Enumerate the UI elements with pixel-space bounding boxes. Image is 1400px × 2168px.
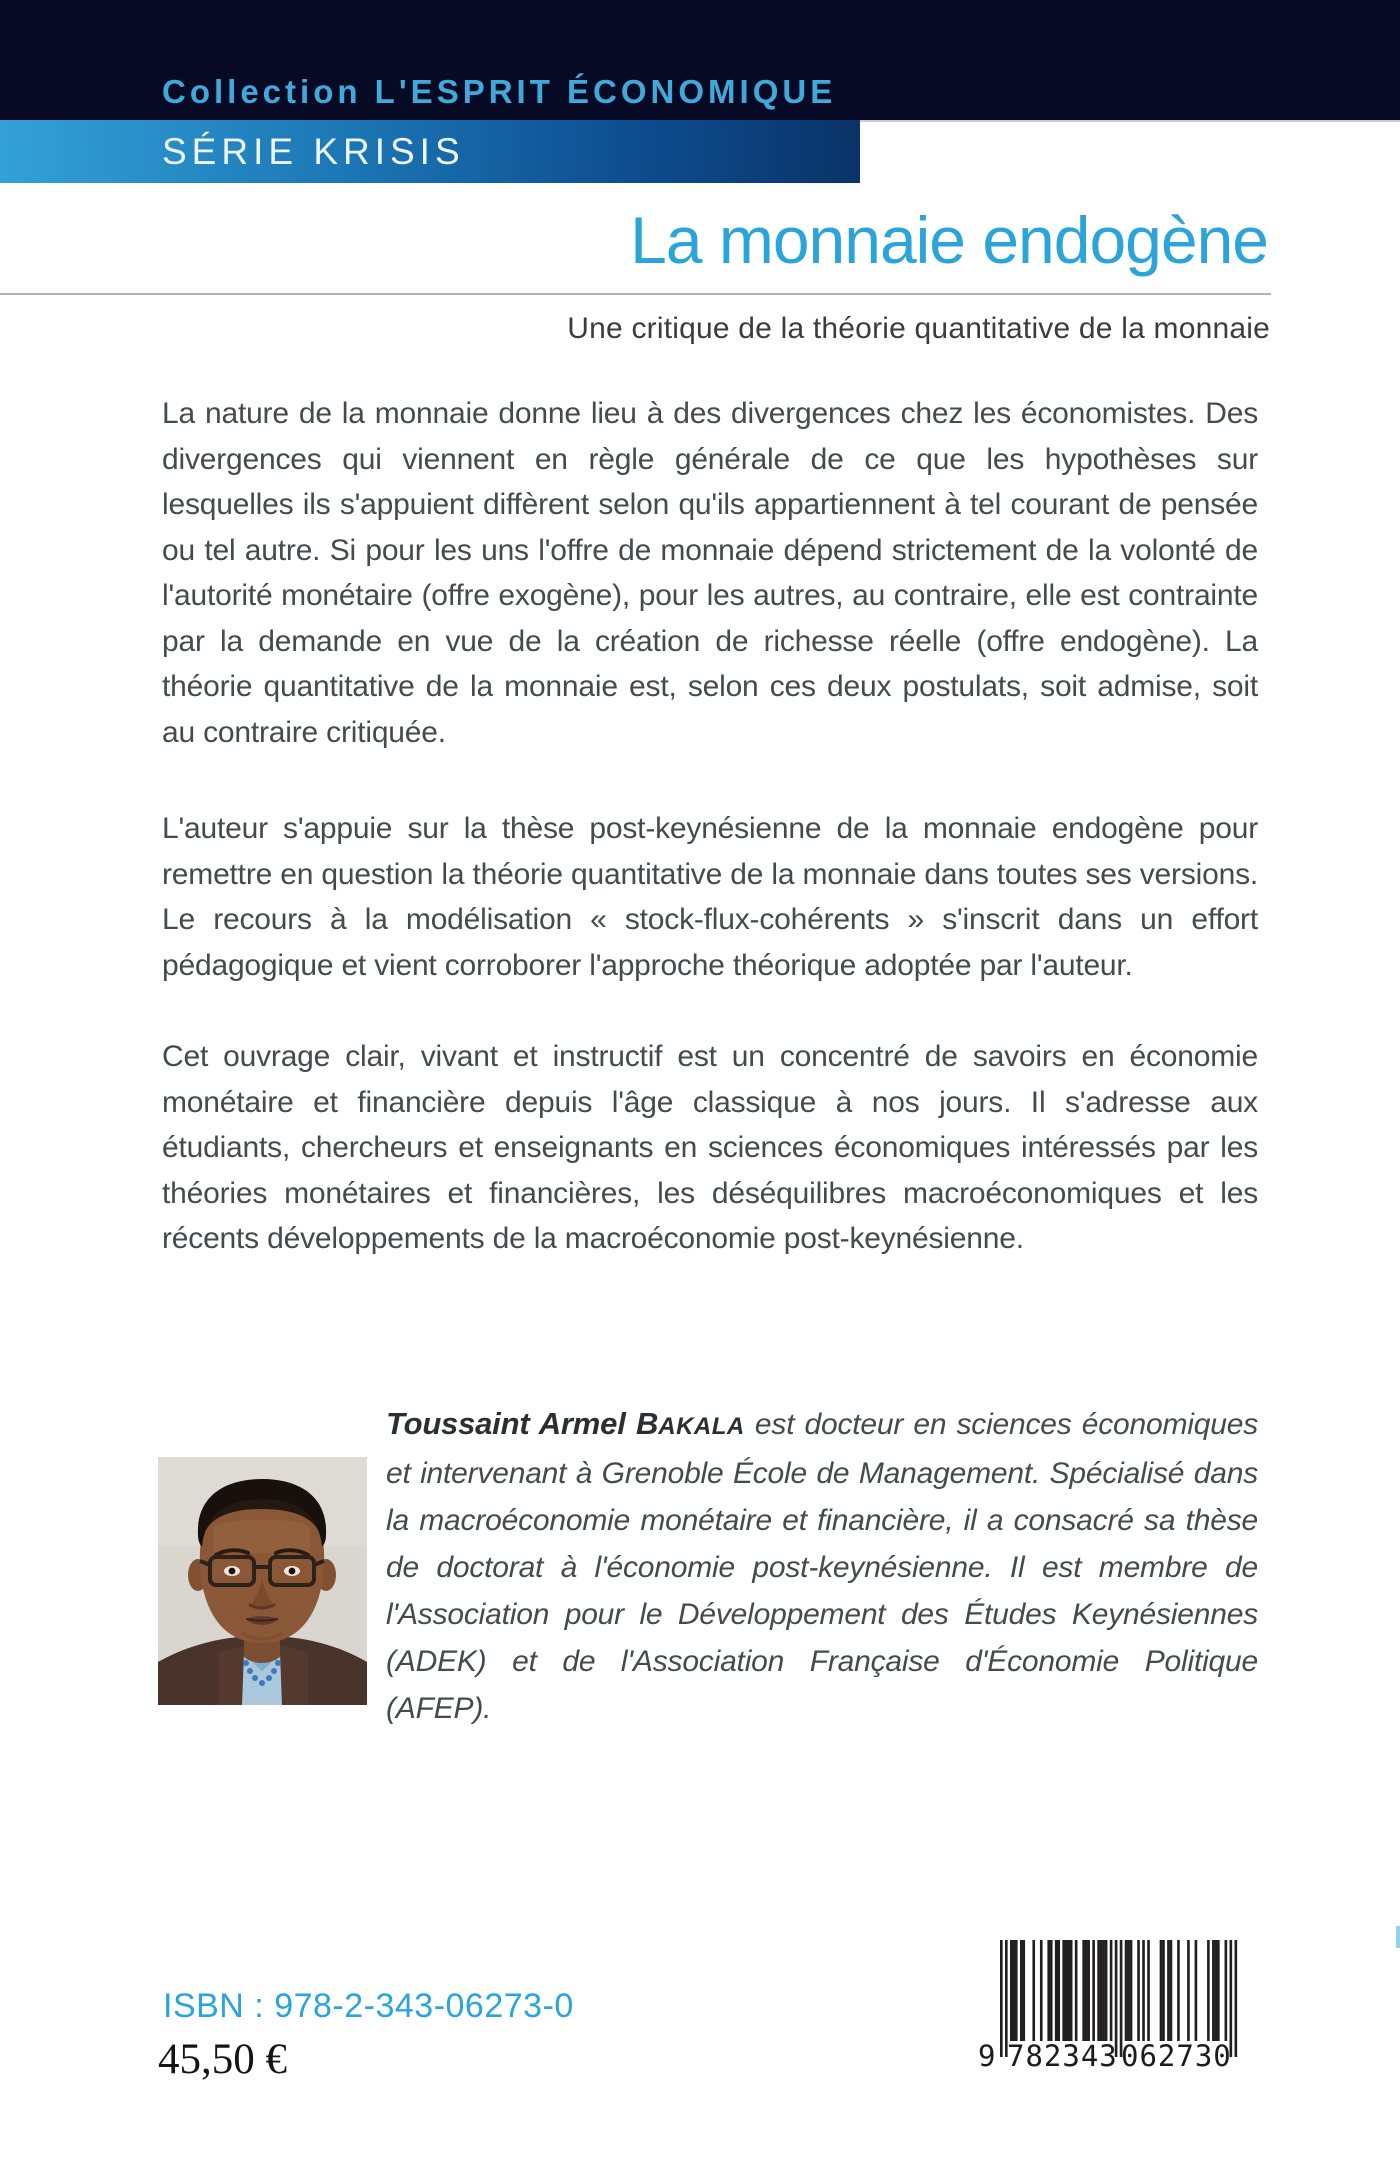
book-subtitle: Une critique de la théorie quantitative de la monnaie: [567, 312, 1270, 345]
title-rule: [0, 293, 1271, 295]
price-text: 45,50 €: [158, 2036, 287, 2083]
author-bio-text: est docteur en sciences économiques et intervenant à Grenoble École de Management. Spécialisé dans la macroéconomie monétaire et financière, il a consacré sa thèse de doctorat à l'économie post-keynésienne. Il est membre de l'Association pour le Développement des Études Keynésiennes (ADEK) et de l'Association Française d'Économie Politique (AFEP).: [386, 1408, 1258, 1725]
author-portrait-illustration: [158, 1457, 367, 1705]
author-name-smallcaps: AKALA: [658, 1413, 745, 1440]
author-name: Toussaint Armel B: [386, 1406, 659, 1441]
top-band: [0, 0, 1400, 120]
collection-label: Collection L'ESPRIT ÉCONOMIQUE: [162, 73, 837, 110]
synopsis-paragraph-1: La nature de la monnaie donne lieu à des divergences chez les économistes. Des divergences qui viennent en règle générale de ce que les hypothèses sur lesquelles ils s'appuient diffèrent selon qu'ils appartiennent à tel courant de pensée ou tel autre. Si pour les uns l'offre de monnaie dépend strictement de la volonté de l'autorité monétaire (offre exogène), pour les autres, au contraire, elle est contrainte par la demande en vue de la création de richesse réelle (offre endogène). La théorie quantitative de la monnaie est, selon ces deux postulats, soit admise, soit au contraire critiquée.: [162, 397, 1258, 749]
author-photo: [158, 1457, 367, 1705]
synopsis-paragraph-3: Cet ouvrage clair, vivant et instructif est un concentré de savoirs en économie monétaire et financière depuis l'âge classique à nos jours. Il s'adresse aux étudiants, chercheurs et enseignants en sciences économiques intéressés par les théories monétaires et financières, les déséquilibres macroéconomiques et les récents développements de la macroéconomie post-keynésienne.: [162, 1040, 1258, 1255]
book-title: La monnaie endogène: [630, 203, 1268, 277]
series-bar: [0, 120, 860, 183]
barcode-digit-group1: 782343: [1007, 2039, 1118, 2073]
barcode-digit-group2: 062730: [1121, 2039, 1232, 2073]
isbn-text: ISBN : 978-2-343-06273-0: [163, 1987, 574, 2025]
barcode: [978, 1940, 1240, 2080]
series-label: SÉRIE KRISIS: [162, 131, 465, 172]
synopsis-paragraph-2: L'auteur s'appuie sur la thèse post-keynésienne de la monnaie endogène pour remettre en question la théorie quantitative de la monnaie dans toutes ses versions. Le recours à la modélisation « stock-flux-cohérents » s'inscrit dans un effort pédagogique et vient corroborer l'approche théorique adoptée par l'auteur.: [162, 812, 1258, 982]
page-edge-mark: [1396, 1926, 1400, 1948]
barcode-digit-first: 9: [978, 2039, 997, 2073]
